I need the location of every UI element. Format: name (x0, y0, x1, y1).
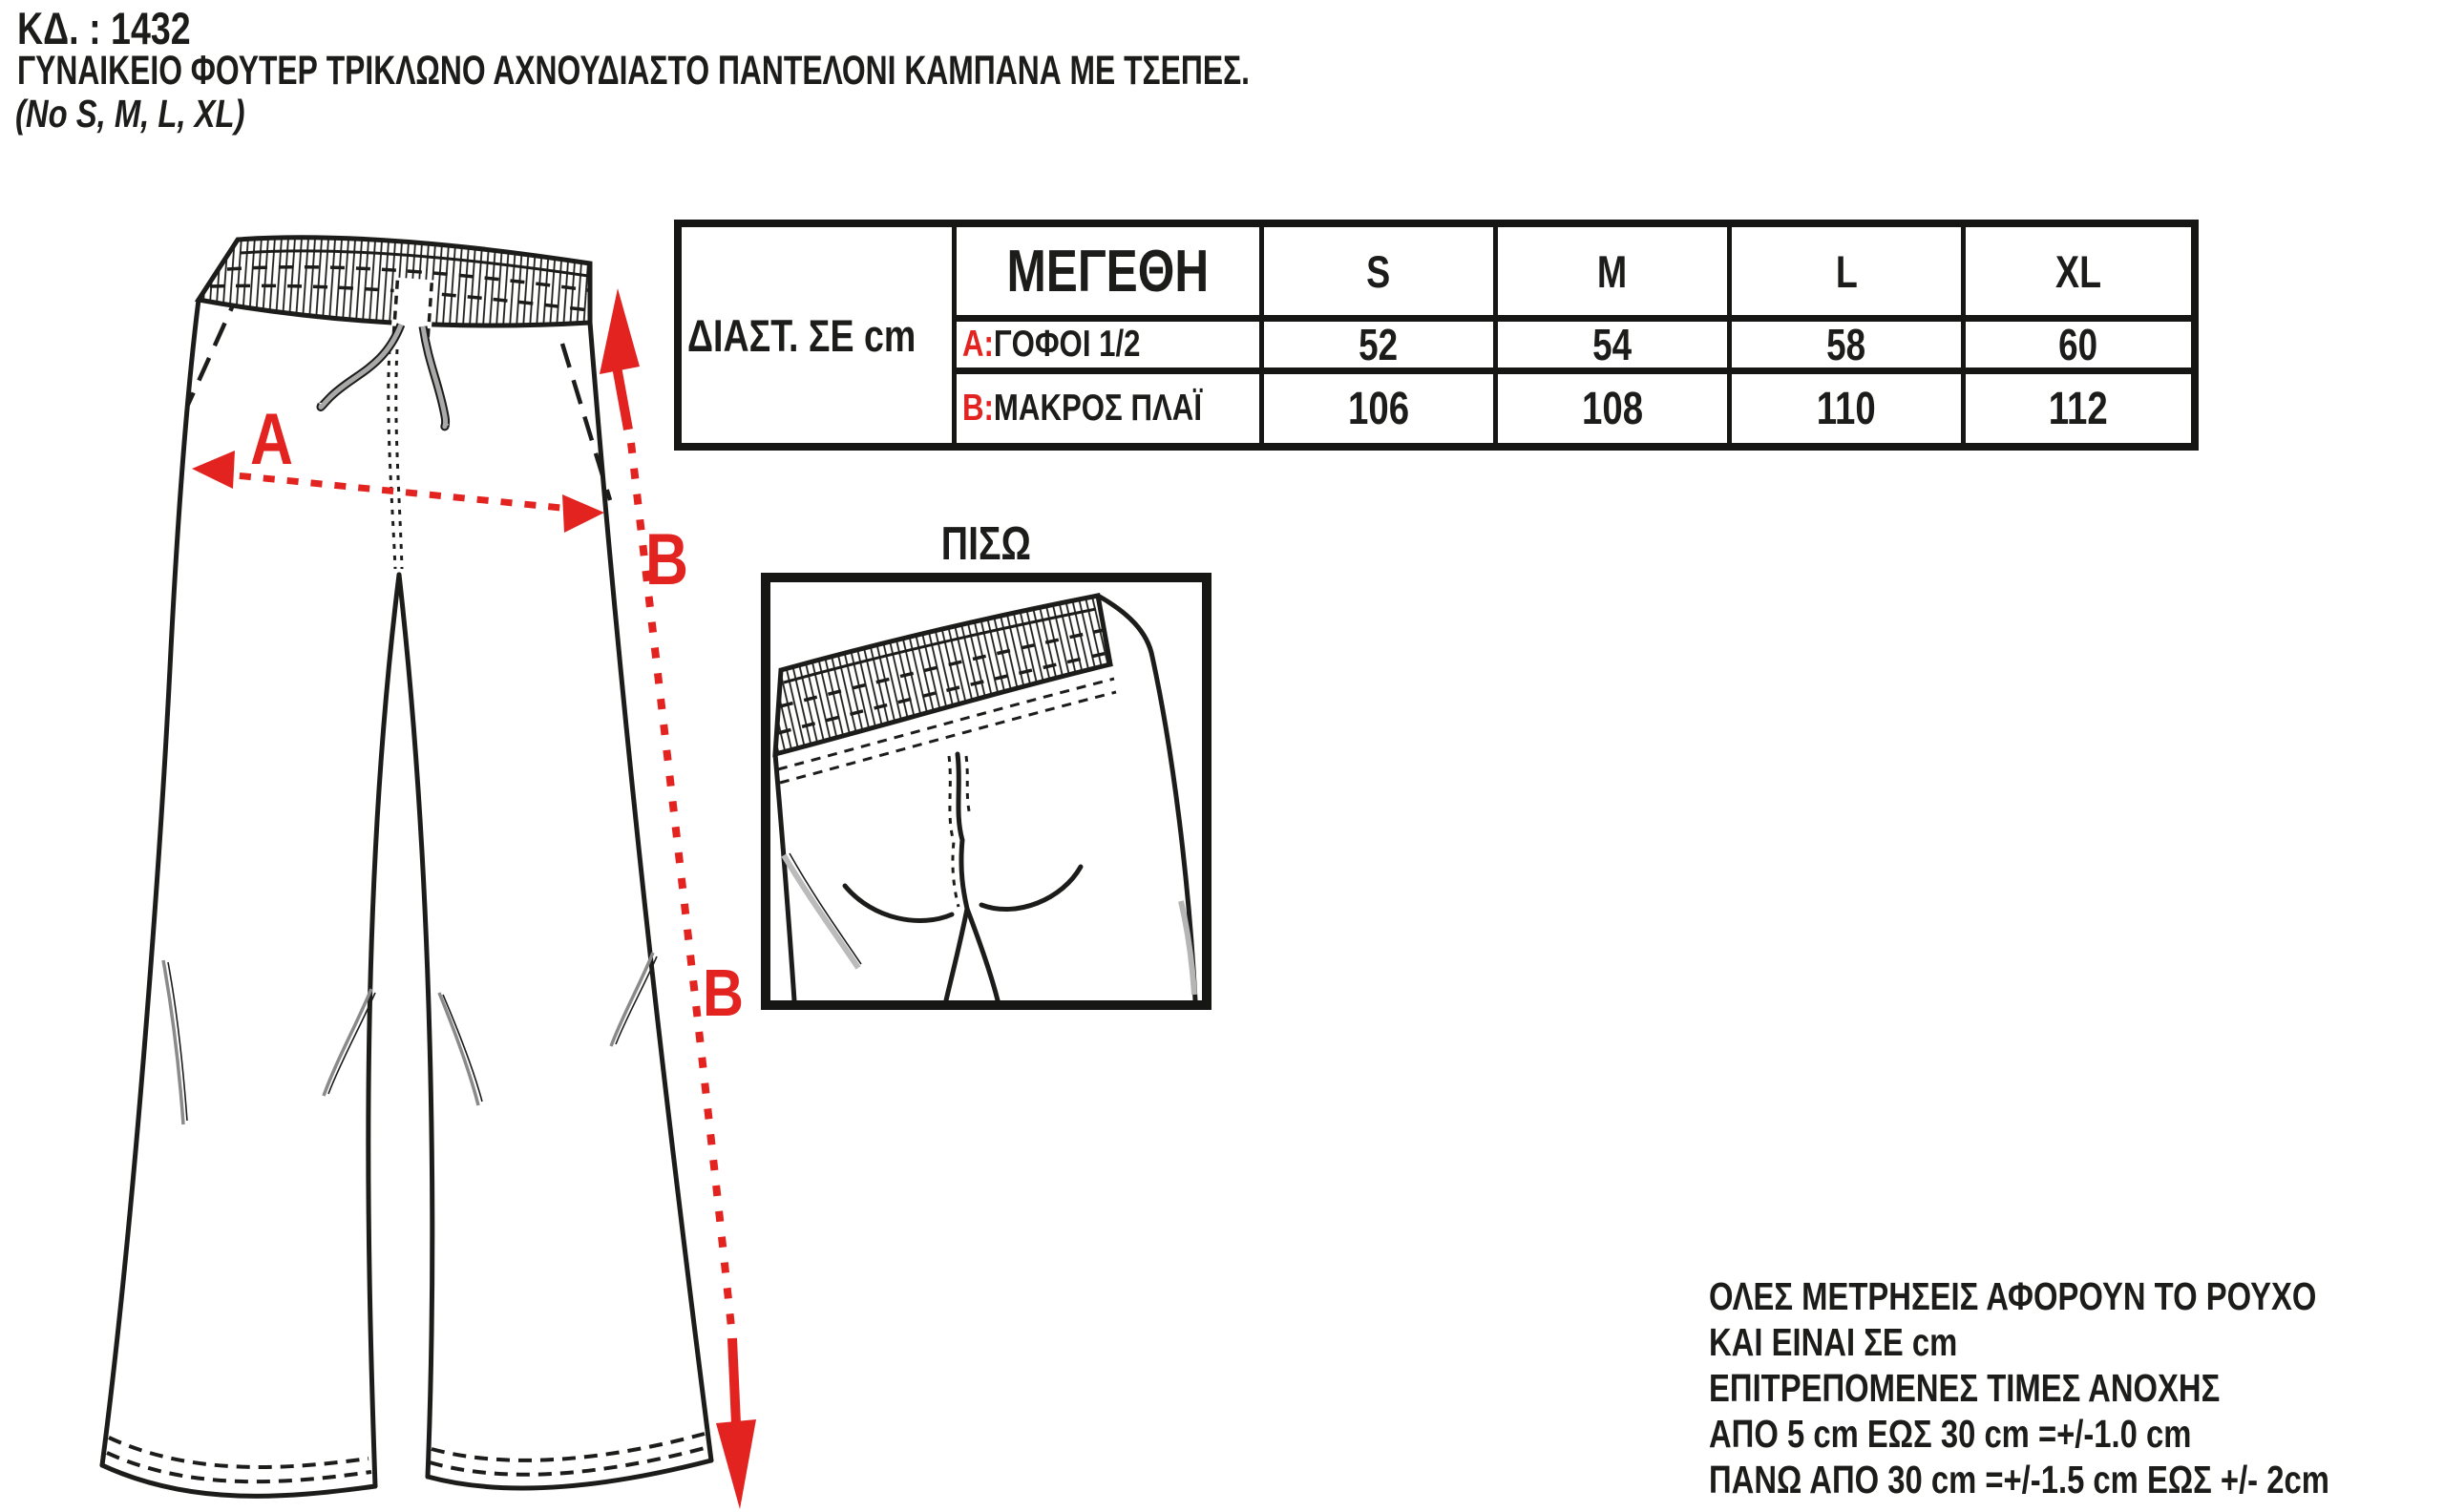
arrowhead-down-icon (716, 1419, 756, 1509)
note-line: ΑΠΟ 5 cm ΕΩΣ 30 cm =+/-1.0 cm (1709, 1412, 2192, 1456)
table-header-sizes: ΜΕΓΕΘΗ (957, 227, 1259, 315)
row-label-hips: A:ΓΟΦΟΙ 1/2 (957, 322, 1259, 368)
note-line: ΟΛΕΣ ΜΕΤΡΗΣΕΙΣ ΑΦΟΡΟΥΝ ΤΟ ΡΟΥΧΟ (1709, 1274, 2317, 1318)
arrowhead-left-icon (192, 451, 235, 489)
measurement-notes (1709, 1273, 2444, 1502)
product-code: ΚΔ. : 1432 (17, 3, 191, 53)
drawstring-cords (321, 325, 446, 427)
dimension-b (600, 288, 756, 1509)
back-view-svg (770, 582, 1202, 1000)
value-hips-m: 54 (1498, 322, 1727, 368)
column-header-xl: XL (1966, 227, 2191, 315)
hem-stitching (107, 1434, 708, 1481)
knee-crease-marks (163, 953, 653, 1124)
note-line: ΚΑΙ ΕΙΝΑΙ ΣΕ cm (1709, 1320, 1958, 1364)
column-header-m: M (1498, 227, 1727, 315)
dimension-a-label: A (250, 398, 294, 480)
value-hips-l: 58 (1732, 322, 1961, 368)
arrowhead-right-icon (562, 494, 604, 533)
note-line: ΠΑΝΩ ΑΠΟ 30 cm =+/-1.5 cm ΕΩΣ +/- 2cm (1709, 1458, 2329, 1502)
column-header-s: S (1264, 227, 1493, 315)
value-side-s: 106 (1264, 374, 1493, 443)
value-side-xl: 112 (1966, 374, 2191, 443)
value-side-m: 108 (1498, 374, 1727, 443)
note-line: ΕΠΙΤΡΕΠΟΜΕΝΕΣ ΤΙΜΕΣ ΑΝΟΧΗΣ (1709, 1366, 2221, 1410)
table-corner-label: ΔΙΑΣΤ. ΣΕ cm (682, 227, 952, 443)
column-header-l: L (1732, 227, 1961, 315)
front-view-svg (38, 229, 764, 1512)
back-view-box (761, 573, 1211, 1010)
back-view-title: ΠΙΣΩ (940, 518, 1032, 570)
knee-crease-hairlines (168, 956, 657, 1121)
dimension-b-label: B (645, 518, 689, 600)
back-dimension-b-label: B (703, 956, 744, 1030)
available-sizes-note: (No S, M, L, XL) (15, 92, 245, 136)
waistband (199, 238, 590, 346)
product-title: ΓΥΝΑΙΚΕΙΟ ΦΟΥΤΕΡ ΤΡΙΚΛΩΝΟ ΑΧΝΟΥΔΙΑΣΤΟ ΠΑΝΤΕΛΟΝΙ ΚΑΜΠΑΝΑ ΜΕ ΤΣΕΠΕΣ. (17, 48, 1251, 94)
arrowhead-up-icon (600, 288, 640, 374)
pant-outline (102, 300, 711, 1496)
fly-seam (389, 349, 402, 569)
back-waistband (775, 596, 1110, 754)
front-view-drawing (38, 229, 764, 1512)
value-hips-s: 52 (1264, 322, 1493, 368)
value-side-l: 110 (1732, 374, 1961, 443)
size-table (674, 220, 2199, 451)
value-hips-xl: 60 (1966, 322, 2191, 368)
row-label-side-length: B:ΜΑΚΡΟΣ ΠΛΑΪ (957, 374, 1259, 443)
